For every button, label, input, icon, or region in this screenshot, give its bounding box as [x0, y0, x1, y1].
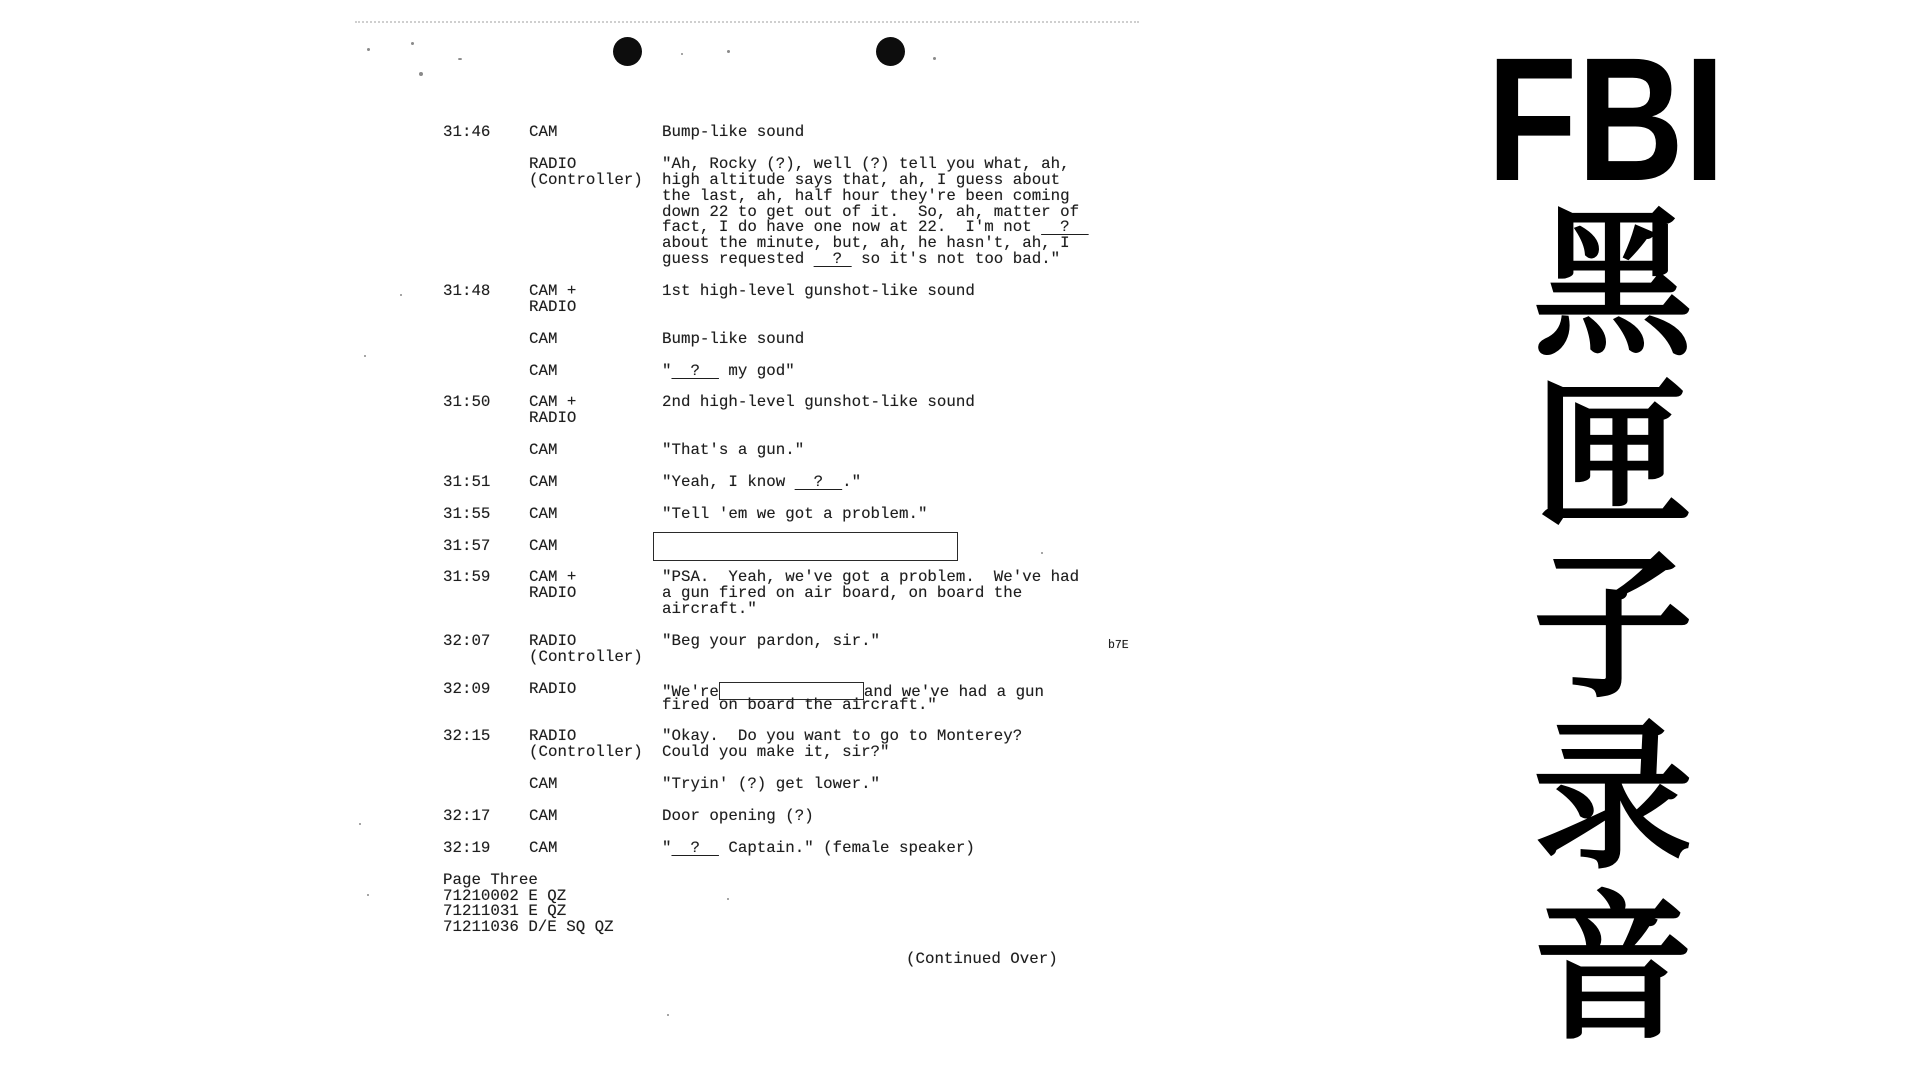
transcript-text	[662, 504, 1089, 523]
transcript-segment: guess requested	[662, 250, 814, 269]
timestamp: 32:19	[443, 838, 491, 857]
transcript-text	[662, 154, 1089, 269]
transcript-segment: "Okay. Do you want to go to Monterey?	[662, 727, 1023, 746]
source-line: RADIO	[529, 679, 577, 698]
scan-speck	[411, 42, 414, 45]
scan-speck	[367, 48, 370, 51]
unclear-word-blank: ?	[671, 838, 719, 857]
transcript-row	[443, 729, 1089, 761]
timestamp: 32:17	[443, 806, 491, 825]
source-label	[529, 443, 662, 459]
transcript-segment: aircraft."	[662, 600, 757, 619]
timestamp: 31:50	[443, 393, 491, 412]
transcript-row	[443, 570, 1089, 618]
transcript-text	[662, 729, 1089, 761]
transcript-text	[662, 838, 1089, 857]
transcript-text	[662, 284, 1089, 316]
source-line: CAM	[529, 806, 558, 825]
transcript-text	[662, 329, 1089, 348]
timestamp: 31:46	[443, 123, 491, 141]
scan-speck	[364, 355, 366, 357]
transcript-line	[662, 443, 1089, 459]
source-label	[529, 838, 662, 857]
source-label	[529, 154, 662, 268]
transcript-row	[443, 361, 1089, 380]
timestamp: 32:07	[443, 632, 491, 650]
transcript-line	[662, 472, 1089, 491]
title-fbi: FBI	[1486, 22, 1726, 218]
source-label	[529, 679, 662, 714]
transcript-text	[662, 395, 1089, 427]
transcript-segment: 2nd high-level gunshot-like sound	[662, 393, 975, 412]
source-line: RADIO	[529, 409, 577, 428]
source-label	[529, 634, 662, 666]
source-line: (Controller)	[529, 170, 643, 189]
transcript-text	[662, 682, 1089, 714]
transcript-segment: "We're	[662, 682, 719, 701]
transcript-text	[662, 443, 1089, 459]
scan-speck	[681, 53, 683, 55]
transcript-text	[662, 570, 1089, 618]
transcript-text	[662, 125, 1089, 141]
source-line: CAM	[529, 123, 558, 141]
source-line: CAM	[529, 504, 558, 523]
source-line: CAM	[529, 775, 558, 794]
transcript-row	[443, 838, 1089, 857]
source-line: (Controller)	[529, 647, 643, 666]
source-line: CAM	[529, 329, 558, 348]
document-footer	[443, 870, 1089, 969]
transcript-segment: so it's not too bad."	[851, 250, 1061, 269]
transcript-line	[662, 602, 1089, 618]
unclear-word-blank: ?	[671, 361, 719, 380]
transcript-segment: down 22 to get out of it. So, ah, matter of	[662, 202, 1080, 221]
transcript-segment: and we've had a gun	[863, 682, 1045, 701]
transcript-row	[443, 536, 1089, 555]
transcript-row	[443, 504, 1089, 523]
redaction-code: b7E	[1108, 639, 1129, 652]
transcript-segment: Bump-like sound	[662, 329, 805, 348]
transcript-body	[443, 123, 1129, 857]
transcript-line	[662, 806, 1089, 825]
scan-speck	[458, 58, 462, 60]
transcript-segment: Captain." (female speaker)	[718, 838, 975, 857]
timestamp: 31:57	[443, 536, 491, 555]
source-line: CAM	[529, 536, 558, 555]
transcript-text	[662, 361, 1089, 380]
transcript-segment: "Yeah, I know	[662, 472, 795, 491]
transcript-segment: ."	[842, 472, 862, 491]
transcript-text	[662, 539, 1089, 555]
transcript-row	[443, 472, 1089, 491]
timestamp: 31:55	[443, 504, 491, 523]
transcript-segment: "Ah, Rocky (?), well (?) tell you what, ah,	[662, 154, 1070, 173]
transcript-line	[662, 539, 1089, 555]
transcript-segment: "Tryin' (?) get lower."	[662, 775, 881, 794]
source-line: CAM	[529, 441, 558, 460]
source-line: RADIO	[529, 584, 577, 603]
transcript-segment: my god"	[718, 361, 795, 380]
transcript-segment: "	[662, 838, 672, 857]
timestamp	[443, 332, 529, 348]
transcript-segment: "Tell 'em we got a problem."	[662, 504, 928, 523]
source-line: (Controller)	[529, 743, 643, 762]
transcript-segment: fact, I do have one now at 22. I'm not	[662, 218, 1042, 237]
transcript-text	[662, 634, 1089, 666]
transcript-text	[662, 806, 1089, 825]
transcript-segment: "PSA. Yeah, we've got a problem. We've had	[662, 568, 1080, 587]
timestamp	[443, 157, 529, 173]
file-code: 71211036 D/E SQ QZ	[443, 918, 614, 937]
transcript-segment: the last, ah, half hour they're been coming	[662, 186, 1070, 205]
unclear-word-blank: ?	[1041, 218, 1089, 237]
transcript-row	[443, 395, 1089, 427]
source-label	[529, 536, 662, 555]
source-label	[529, 570, 662, 618]
source-line: CAM	[529, 361, 558, 380]
file-code: 71210002 E QZ	[443, 886, 567, 905]
source-label	[529, 729, 662, 761]
transcript-row	[443, 777, 1089, 793]
source-label	[529, 361, 662, 380]
source-line: RADIO	[529, 632, 577, 650]
transcript-segment: Could you make it, sir?"	[662, 743, 890, 762]
timestamp: 31:48	[443, 282, 491, 301]
continued-note: (Continued Over)	[906, 950, 1058, 969]
source-label	[529, 395, 662, 427]
scan-speck	[367, 894, 369, 896]
punch-hole	[876, 37, 905, 66]
timestamp	[443, 443, 529, 459]
timestamp: 32:15	[443, 727, 491, 746]
source-line: RADIO	[529, 727, 577, 746]
scan-page-edge	[355, 21, 1139, 23]
scan-speck	[400, 294, 402, 296]
source-label	[529, 504, 662, 523]
transcript-line	[662, 395, 1089, 411]
transcript-segment: fired on board the aircraft."	[662, 695, 937, 714]
transcript-segment: high altitude says that, ah, I guess about	[662, 170, 1061, 189]
scan-speck	[419, 72, 423, 76]
transcript-row	[443, 806, 1089, 825]
transcript-row	[443, 284, 1089, 316]
source-label	[529, 125, 662, 141]
redaction-box	[653, 532, 958, 561]
transcript-line	[662, 504, 1089, 523]
transcript-document	[443, 123, 1129, 969]
transcript-row	[443, 154, 1089, 269]
unclear-word-blank: ?	[794, 472, 843, 491]
timestamp: 31:51	[443, 472, 491, 491]
transcript-row	[443, 632, 1129, 666]
transcript-text	[662, 777, 1089, 793]
transcript-segment: "That's a gun."	[662, 441, 805, 460]
transcript-segment: a gun fired on air board, on board the	[662, 584, 1023, 603]
transcript-segment: Bump-like sound	[662, 123, 805, 141]
source-line: RADIO	[529, 154, 577, 173]
transcript-line	[662, 695, 1089, 714]
transcript-segment: "	[662, 361, 672, 380]
timestamp: 31:59	[443, 568, 491, 587]
transcript-line	[662, 745, 1089, 761]
scan-speck	[667, 1014, 669, 1016]
transcript-line	[662, 125, 1089, 141]
transcript-line	[662, 252, 1089, 268]
source-line: CAM +	[529, 282, 577, 301]
punch-hole	[613, 37, 642, 66]
transcript-line	[662, 284, 1089, 300]
source-line: CAM +	[529, 393, 577, 412]
transcript-line	[662, 361, 1089, 380]
scan-speck	[727, 50, 730, 53]
timestamp	[443, 777, 529, 793]
scan-speck	[933, 57, 936, 60]
transcript-segment: "Beg your pardon, sir."	[662, 632, 881, 650]
file-code: 71211031 E QZ	[443, 902, 567, 921]
unclear-word-blank: ?	[813, 250, 852, 269]
source-label	[529, 777, 662, 793]
source-label	[529, 472, 662, 491]
source-line: CAM	[529, 838, 558, 857]
transcript-line	[662, 634, 1089, 650]
timestamp: 32:09	[443, 679, 491, 698]
page-number: Page Three	[443, 870, 538, 889]
transcript-segment: Door opening (?)	[662, 806, 814, 825]
source-line: RADIO	[529, 297, 577, 316]
source-label	[529, 806, 662, 825]
scan-speck	[359, 823, 361, 825]
timestamp	[443, 364, 529, 380]
source-label	[529, 284, 662, 316]
title-chinese: 黑匣子录音	[1532, 191, 1693, 1062]
transcript-segment: 1st high-level gunshot-like sound	[662, 282, 975, 301]
transcript-segment: about the minute, but, ah, he hasn't, ah, I	[662, 234, 1070, 253]
transcript-row	[443, 329, 1089, 348]
source-line: CAM +	[529, 568, 577, 587]
transcript-line	[662, 777, 1089, 793]
source-label	[529, 329, 662, 348]
transcript-row	[443, 679, 1089, 714]
transcript-text	[662, 472, 1089, 491]
transcript-row	[443, 125, 1089, 141]
transcript-line	[662, 329, 1089, 348]
transcript-line	[662, 838, 1089, 857]
source-line: CAM	[529, 472, 558, 491]
transcript-row	[443, 443, 1089, 459]
